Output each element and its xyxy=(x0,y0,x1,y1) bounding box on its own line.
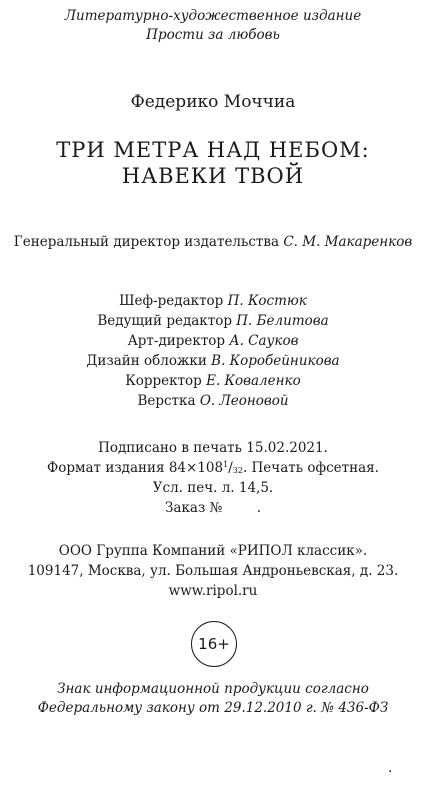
director-role: Генеральный директор издательства xyxy=(13,234,280,250)
age-rating-badge: 16+ xyxy=(191,621,237,667)
credit-name: П. Белитова xyxy=(236,313,329,329)
credit-name: Е. Коваленко xyxy=(206,373,301,389)
credit-role: Верстка xyxy=(137,393,196,409)
credit-line xyxy=(0,313,426,329)
edition-type: Литературно-художественное издание xyxy=(64,8,362,24)
print-sheets: Усл. печ. л. 14,5. xyxy=(152,480,274,496)
format-prefix: Формат издания 84×108 xyxy=(47,460,224,476)
publisher-website: www.ripol.ru xyxy=(168,583,258,599)
print-order-number: Заказ № . xyxy=(165,500,261,516)
print-format: Формат издания $84\times 108^1/_{32}$. Печать офсетная. xyxy=(47,460,379,476)
credit-line xyxy=(0,353,426,369)
credit-name: А. Сауков xyxy=(229,333,299,349)
credit-name: В. Коробейникова xyxy=(211,353,340,369)
credit-name: О. Леоновой xyxy=(199,393,289,409)
credit-line xyxy=(0,333,426,349)
author-name: Федерико Моччиа xyxy=(130,92,296,112)
print-signed-date: Подписано в печать 15.02.2021. xyxy=(98,440,328,456)
publisher-address: 109147, Москва, ул. Большая Андроньевская, д. 23. xyxy=(27,563,399,579)
book-title-line-2: НАВЕКИ ТВОЙ xyxy=(121,164,305,188)
footer-mark: . xyxy=(388,760,393,776)
format-suffix: . Печать офсетная. xyxy=(242,460,379,476)
credit-role: Арт-директор xyxy=(127,333,226,349)
credit-role: Дизайн обложки xyxy=(86,353,207,369)
credit-line xyxy=(0,293,426,309)
credit-role: Ведущий редактор xyxy=(97,313,232,329)
publisher-name: ООО Группа Компаний «РИПОЛ классик». xyxy=(58,543,368,559)
credit-role: Корректор xyxy=(125,373,202,389)
credit-name: П. Костюк xyxy=(227,293,307,309)
legal-notice-line-1: Знак информационной продукции согласно xyxy=(57,681,369,697)
director-credit xyxy=(0,234,426,250)
credit-role: Шеф-редактор xyxy=(119,293,224,309)
format-fraction-numerator: 1 xyxy=(223,460,229,469)
legal-notice-line-2: Федеральному закону от 29.12.2010 г. № 436-ФЗ xyxy=(37,700,389,716)
series-name: Прости за любовь xyxy=(146,27,280,43)
director-name: С. М. Макаренков xyxy=(283,234,413,250)
credit-line xyxy=(0,393,426,409)
credit-line xyxy=(0,373,426,389)
book-title-line-1: ТРИ МЕТРА НАД НЕБОМ: xyxy=(56,138,370,162)
format-fraction-denominator: 32 xyxy=(232,466,243,475)
